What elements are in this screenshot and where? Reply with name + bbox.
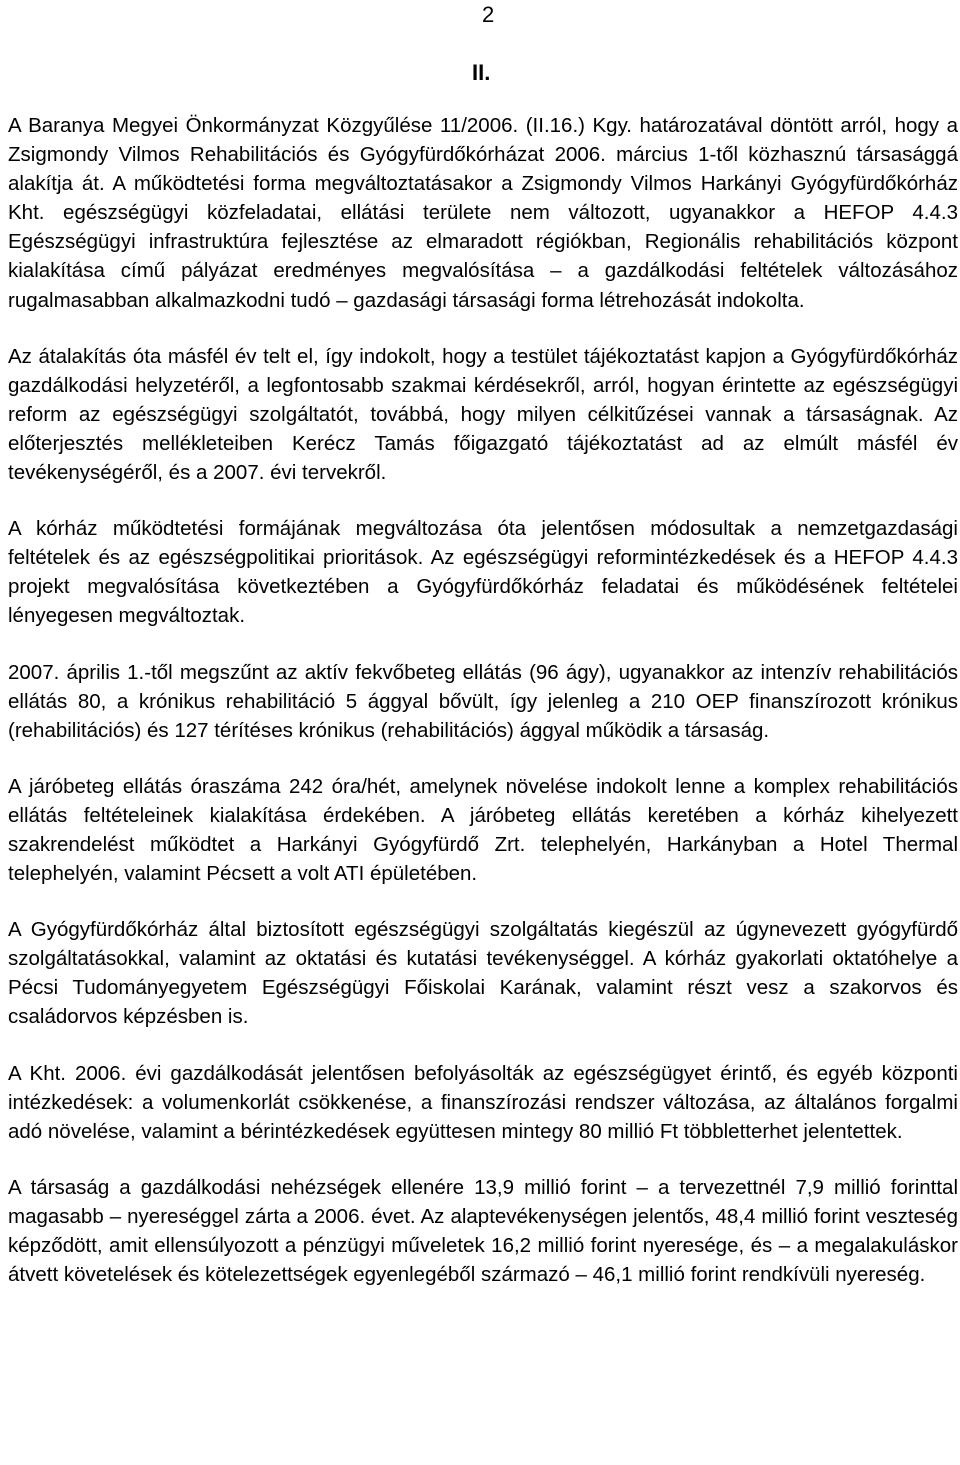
paragraph-outpatient-care: A járóbeteg ellátás óraszáma 242 óra/hét, amelynek növelése indokolt lenne a komplex rehabilitációs ellátás feltételeinek kialakítása érdekében. A járóbeteg ellátás keretében a kórház kihelyezett szakrendelést működtet a Harkányi Gyógyfürdő Zrt. telephelyén, Harkányban a Hotel Thermal telephelyén, valamint Pécsett a volt ATI épületében.	[8, 774, 958, 886]
paragraph-2006-management: A Kht. 2006. évi gazdálkodását jelentősen befolyásolták az egészségügyet érintő, és egyéb központi intézkedések: a volumenkorlát csökkenése, a finanszírozási rendszer változása, az általános forgalmi adó növelése, valamint a bérintézkedések együttesen mintegy 80 millió Ft többletterhet jelentettek.	[8, 1061, 958, 1143]
paragraph-services-education: A Gyógyfürdőkórház által biztosított egészségügyi szolgáltatás kiegészül az úgynevezett gyógyfürdő szolgáltatásokkal, valamint az oktatási és kutatási tevékenységgel. A kórház gyakorlati oktatóhelye a Pécsi Tudományegyetem Egészségügyi Főiskolai Karának, valamint részt vesz a szakorvos és családorvos képzésben is.	[8, 918, 958, 1029]
paragraph-changed-conditions: A kórház működtetési formájának megváltozása óta jelentősen módosultak a nemzetgazdasági feltételek és az egészségpolitikai prioritások. Az egészségügyi reformintézkedések és a HEFOP 4.4.3 projekt megvalósítása következtében a Gyógyfürdőkórház feladatai és működésének feltételei lényegesen megváltoztak.	[8, 517, 958, 628]
document-body	[8, 111, 958, 1316]
page-number: 2	[482, 2, 495, 27]
paragraph-review-rationale: Az átalakítás óta másfél év telt el, így indokolt, hogy a testület tájékoztatást kapjon a Gyógyfürdőkórház gazdálkodási helyzetéről, a legfontosabb szakmai kérdésekről, arról, hogyan érintette az egészségügyi reform az egészségügyi szolgáltatót, továbbá, hogy milyen célkitűzései vannak a társaságnak. Az előterjesztés mellékleteiben Kerécz Tamás főigazgató tájékoztatást ad az elmúlt másfél év tevékenységéről, és a 2007. évi tervekről.	[8, 344, 958, 485]
paragraph-transformation-decision: A Baranya Megyei Önkormányzat Közgyűlése 11/2006. (II.16.) Kgy. határozatával döntött arról, hogy a Zsigmondy Vilmos Rehabilitációs és Gyógyfürdőkórházat 2006. március 1-től közhasznú társasággá alakítja át. A működtetési forma megváltoztatásakor a Zsigmondy Vilmos Harkányi Gyógyfürdőkórház Kht. egészségügyi közfeladatai, ellátási területe nem változott, ugyanakkor a HEFOP 4.4.3 Egészségügyi infrastruktúra fejlesztése az elmaradott régiókban, Regionális rehabilitációs központ kialakítása című pályázat eredményes megvalósítása – a gazdálkodási feltételek változásához rugalmasabban alkalmazkodni tudó – gazdasági társasági forma létrehozását indokolta.	[8, 114, 958, 312]
paragraph-bed-capacity: 2007. április 1.-től megszűnt az aktív fekvőbeteg ellátás (96 ágy), ugyanakkor az intenzív rehabilitációs ellátás 80, a krónikus rehabilitáció 5 ággyal bővült, így jelenleg a 210 OEP finanszírozott krónikus (rehabilitációs) és 127 térítéses krónikus (rehabilitációs) ággyal működik a társaság.	[8, 660, 958, 742]
section-heading: II.	[472, 60, 491, 85]
paragraph-financial-result: A társaság a gazdálkodási nehézségek ellenére 13,9 millió forint – a tervezettnél 7,9 millió forinttal magasabb – nyereséggel zárta a 2006. évet. Az alaptevékenységen jelentős, 48,4 millió forint veszteség képződött, amit ellensúlyozott a pénzügyi műveletek 16,2 millió forint nyeresége, és – a megalakuláskor átvett követelések és kötelezettségek egyenlegéből származó – 46,1 millió forint rendkívüli nyereség.	[8, 1175, 958, 1287]
